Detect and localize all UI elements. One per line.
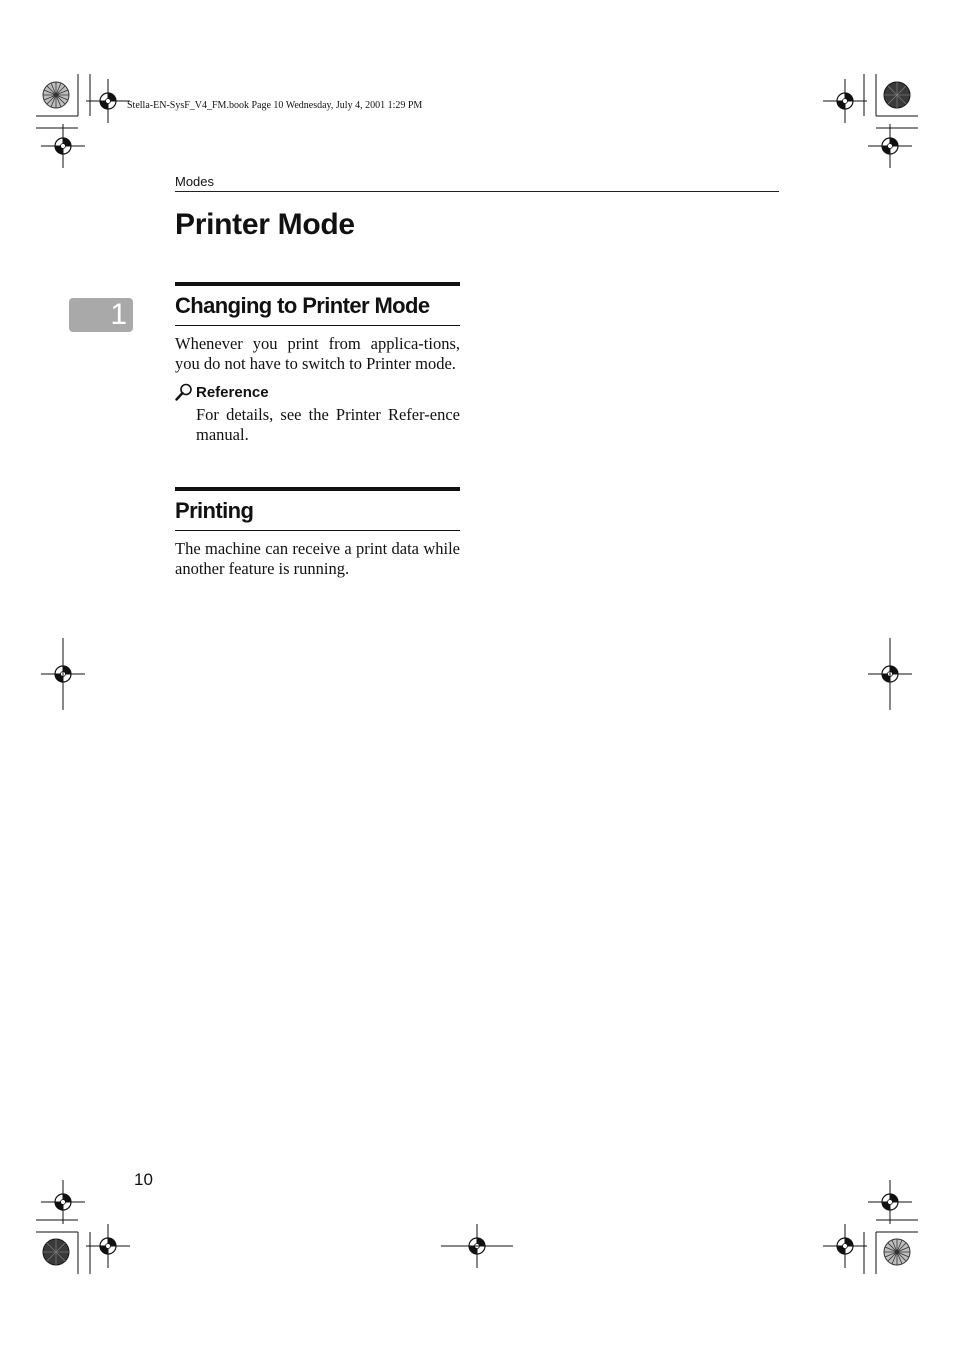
crosshair-icon	[41, 124, 85, 168]
reference-label: Reference	[196, 383, 269, 401]
chapter-tab	[69, 298, 133, 332]
section-printing	[175, 487, 460, 578]
page-number: 10	[134, 1170, 153, 1189]
page-title: Printer Mode	[175, 208, 355, 241]
section-heading: Changing to Printer Mode	[175, 282, 460, 326]
running-head: Modes	[175, 174, 779, 192]
reference-heading	[175, 383, 460, 401]
crosshair-icon	[41, 1180, 85, 1224]
section-body: Whenever you print from applica-tions, you do not have to switch to Printer mode.	[175, 334, 460, 373]
crosshair-icon	[868, 1180, 912, 1224]
section-heading: Printing	[175, 487, 460, 531]
crosshair-icon	[823, 1224, 867, 1268]
registration-wheel-icon	[884, 1239, 910, 1265]
registration-wheel-icon	[43, 82, 69, 108]
section-changing-to-printer-mode	[175, 282, 460, 445]
reference-text: For details, see the Printer Refer-ence manual.	[196, 405, 460, 444]
registration-wheel-icon	[884, 82, 910, 108]
section-body: The machine can receive a print data while another feature is running.	[175, 539, 460, 578]
crosshair-icon	[86, 79, 130, 123]
chapter-number: 1	[110, 298, 127, 331]
crosshair-icon	[823, 79, 867, 123]
crosshair-icon	[868, 124, 912, 168]
print-slug: Stella-EN-SysF_V4_FM.book Page 10 Wednesday, July 4, 2001 1:29 PM	[127, 100, 423, 111]
registration-wheel-icon	[43, 1239, 69, 1265]
magnifier-icon	[175, 383, 193, 401]
crosshair-icon	[86, 1224, 130, 1268]
